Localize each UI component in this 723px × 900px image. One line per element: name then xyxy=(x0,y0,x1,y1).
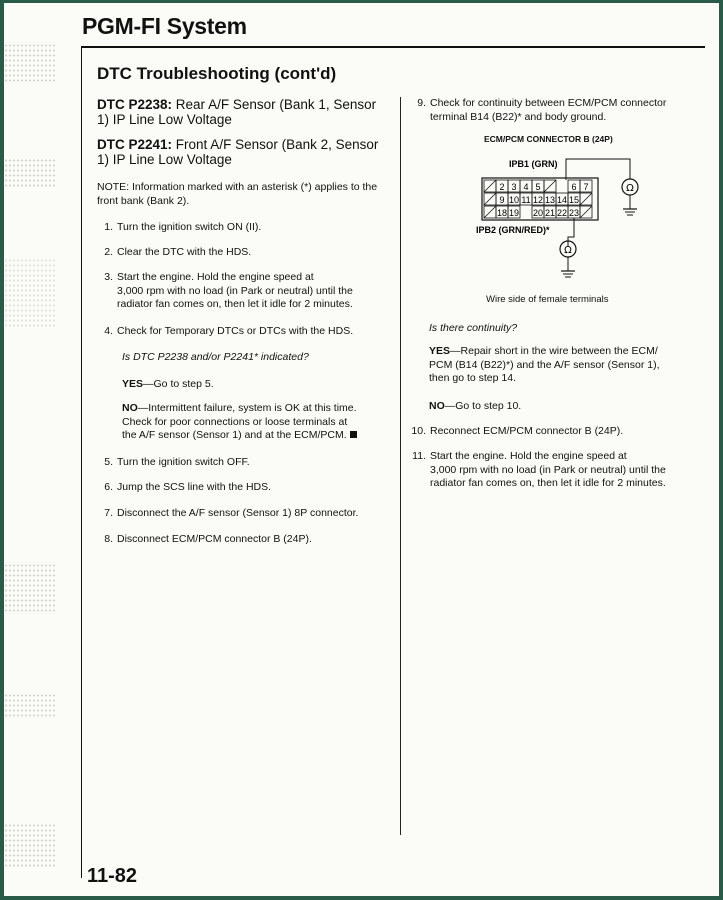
pin-label: 23 xyxy=(568,208,580,218)
step-text: Clear the DTC with the HDS. xyxy=(117,246,252,258)
yes-text: —Go to step 5. xyxy=(143,378,214,390)
step-9-yes xyxy=(429,345,714,386)
scan-speckle xyxy=(4,43,56,83)
ohm-symbol: Ω xyxy=(564,245,572,256)
test-wire xyxy=(566,159,630,180)
ipb2-label: IPB2 (GRN/RED)* xyxy=(476,225,550,235)
connector-row-3 xyxy=(484,206,592,218)
ohm-symbol: Ω xyxy=(626,183,634,194)
pin-label: 12 xyxy=(532,195,544,205)
pin-label: 5 xyxy=(535,182,541,192)
step-text: Jump the SCS line with the HDS. xyxy=(117,481,272,493)
scan-speckle xyxy=(4,563,56,613)
scan-speckle xyxy=(4,693,56,718)
step-9-no xyxy=(429,400,521,414)
pin-label: 7 xyxy=(583,182,589,192)
step-4-question: Is DTC P2238 and/or P2241* indicated? xyxy=(122,351,309,363)
connector-row-2 xyxy=(484,193,592,205)
pin-label: 15 xyxy=(568,195,580,205)
step-number: 10. xyxy=(411,425,426,437)
dtc-heading xyxy=(97,97,387,127)
manual-page xyxy=(4,3,719,896)
step-4-no xyxy=(122,402,397,443)
scan-speckle xyxy=(4,158,56,188)
no-text: —Intermittent failure, system is OK at this time. xyxy=(137,402,357,414)
pin-label: 2 xyxy=(499,182,505,192)
dtc-code: DTC P2241: xyxy=(97,137,173,152)
step-number: 6. xyxy=(104,481,113,493)
step-number: 5. xyxy=(104,456,113,468)
page-number: 11-82 xyxy=(87,865,138,887)
no-text: Check for poor connections or loose terminals at xyxy=(122,415,348,428)
yes-text: PCM (B14 (B22)*) and the A/F sensor (Sensor 1), xyxy=(429,358,660,371)
pin-label: 9 xyxy=(499,195,505,205)
pin-label: 6 xyxy=(571,182,577,192)
asterisk-note: NOTE: Information marked with an asterisk (*) applies to the front bank (Bank 2). xyxy=(97,181,378,207)
pin-label: 13 xyxy=(544,195,556,205)
no-label: NO xyxy=(429,400,445,412)
step-text: Disconnect ECM/PCM connector B (24P). xyxy=(117,533,312,545)
header-rule xyxy=(82,46,705,48)
pin-label: 10 xyxy=(508,195,520,205)
pin-label: 3 xyxy=(511,182,517,192)
yes-text: then go to step 14. xyxy=(429,372,516,384)
step-9-question: Is there continuity? xyxy=(429,322,518,334)
step-number: 2. xyxy=(104,246,113,258)
step-number: 9. xyxy=(417,97,426,109)
step-text: Start the engine. Hold the engine speed at xyxy=(430,450,627,462)
step-number: 4. xyxy=(104,325,113,337)
end-mark-icon xyxy=(350,431,357,438)
step-text: radiator fan comes on, then let it idle for 2 minutes. xyxy=(430,477,666,489)
pin-label: 14 xyxy=(556,195,568,205)
step-text: Turn the ignition switch ON (II). xyxy=(117,221,262,233)
section-title: PGM-FI System xyxy=(82,13,247,39)
pin-label: 19 xyxy=(508,208,520,218)
pin-label: 4 xyxy=(523,182,529,192)
ipb1-label: IPB1 (GRN) xyxy=(509,159,558,169)
step-text: Check for Temporary DTCs or DTCs with the HDS. xyxy=(117,325,354,337)
step-number: 1. xyxy=(104,221,113,233)
connector-row-1 xyxy=(484,180,592,192)
step-4-yes xyxy=(122,378,214,392)
scan-speckle xyxy=(4,258,56,328)
step-text: Start the engine. Hold the engine speed at xyxy=(117,271,314,283)
step-number: 3. xyxy=(104,271,113,283)
no-label: NO xyxy=(122,402,138,414)
page-subtitle: DTC Troubleshooting (cont'd) xyxy=(97,64,337,83)
dtc-code: DTC P2238: xyxy=(97,97,173,112)
step-number: 11. xyxy=(412,450,426,462)
connector-diagram xyxy=(474,153,654,288)
no-text: —Go to step 10. xyxy=(444,400,522,412)
scan-speckle xyxy=(4,823,56,868)
step-text: terminal B14 (B22)* and body ground. xyxy=(430,110,607,123)
step-text: Check for continuity between ECM/PCM connector xyxy=(430,97,667,109)
pin-label: 11 xyxy=(521,195,531,205)
yes-text: —Repair short in the wire between the ECM/ xyxy=(450,345,658,357)
step-text: Disconnect the A/F sensor (Sensor 1) 8P connector. xyxy=(117,507,359,519)
column-divider xyxy=(400,97,401,835)
connector-caption: Wire side of female terminals xyxy=(486,294,609,305)
no-text: the A/F sensor (Sensor 1) and at the ECM/PCM. xyxy=(122,429,347,441)
step-text: 3,000 rpm with no load (in Park or neutral) until the xyxy=(117,284,353,297)
margin-rule xyxy=(81,46,82,878)
step-text: radiator fan comes on, then let it idle for 2 minutes. xyxy=(117,298,353,310)
yes-label: YES xyxy=(122,378,144,390)
step-number: 8. xyxy=(104,533,113,545)
step-text: Reconnect ECM/PCM connector B (24P). xyxy=(430,425,624,437)
pin-label: 20 xyxy=(532,208,544,218)
dtc-description: Rear A/F Sensor (Bank 1, Sensor 1) IP Line Low Voltage xyxy=(97,97,377,127)
step-text: Turn the ignition switch OFF. xyxy=(117,456,250,468)
pin-label: 18 xyxy=(496,208,508,218)
step-text: 3,000 rpm with no load (in Park or neutral) until the xyxy=(430,463,666,476)
dtc-description: Front A/F Sensor (Bank 2, Sensor 1) IP Line Low Voltage xyxy=(97,137,379,167)
pin-label: 21 xyxy=(544,208,556,218)
step-number: 7. xyxy=(104,507,113,519)
pin-label: 22 xyxy=(556,208,568,218)
dtc-heading xyxy=(97,137,387,167)
connector-title: ECM/PCM CONNECTOR B (24P) xyxy=(484,134,613,144)
yes-label: YES xyxy=(429,345,451,357)
